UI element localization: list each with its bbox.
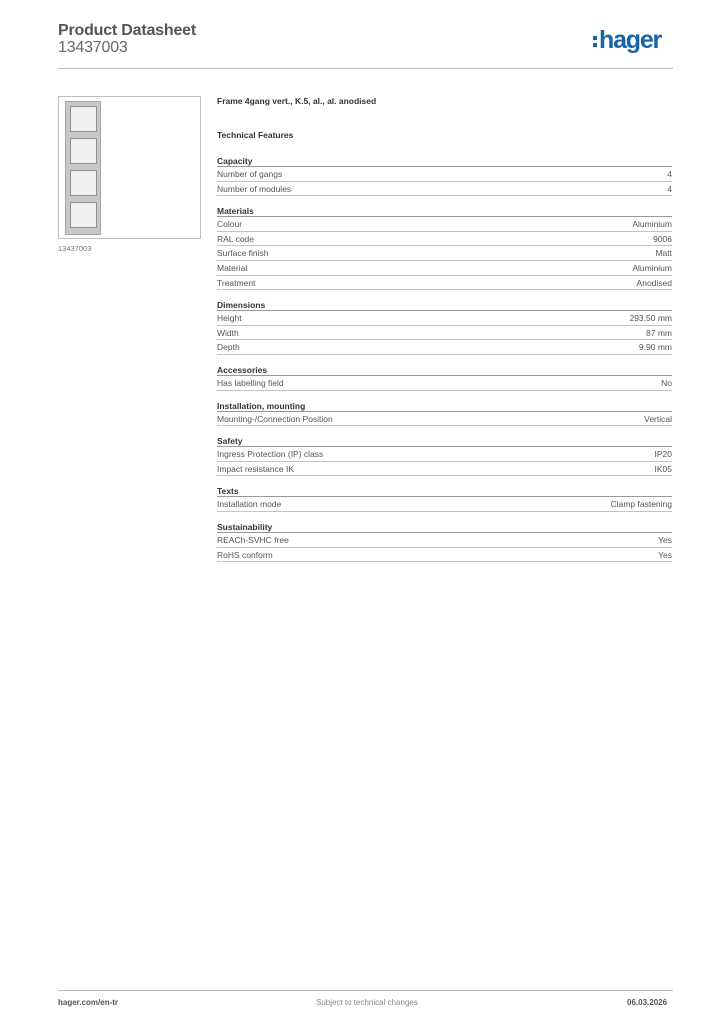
spec-row [217, 412, 672, 427]
spec-label: Colour [217, 219, 243, 230]
product-title: Frame 4gang vert., K.5, al., al. anodised [217, 96, 377, 106]
spec-row [217, 232, 672, 247]
spec-row [217, 497, 672, 512]
spec-row [217, 182, 672, 197]
logo-colon-mark [593, 36, 597, 47]
spec-row [217, 376, 672, 391]
spec-value: Aluminium [632, 262, 672, 273]
spec-value: 4 [667, 169, 672, 179]
header-divider [58, 68, 673, 69]
section-title: Dimensions [217, 299, 672, 311]
spec-section [217, 435, 672, 476]
spec-label: Number of gangs [217, 169, 283, 179]
footer-divider [58, 990, 673, 991]
spec-section [217, 364, 672, 391]
spec-value: 293.50 mm [629, 313, 672, 324]
spec-row [217, 276, 672, 291]
section-title: Safety [217, 435, 672, 447]
spec-row [217, 217, 672, 232]
section-title: Texts [217, 485, 672, 497]
spec-label: Height [217, 313, 242, 324]
section-title: Capacity [217, 155, 672, 167]
spec-value: IK05 [654, 463, 672, 474]
spec-label: Impact resistance IK [217, 463, 295, 474]
spec-row [217, 548, 672, 563]
spec-value: 4 [667, 183, 672, 194]
section-title: Installation, mounting [217, 400, 672, 412]
section-title: Sustainability [217, 521, 672, 533]
spec-row [217, 246, 672, 261]
spec-label: Ingress Protection (IP) class [217, 449, 324, 460]
spec-label: RoHS conform [217, 549, 273, 560]
spec-row [217, 462, 672, 477]
spec-label: Material [217, 262, 248, 273]
frame-window [70, 138, 97, 164]
spec-label: Width [217, 327, 239, 338]
spec-value: Yes [658, 534, 672, 545]
spec-row [217, 261, 672, 276]
spec-label: Has labelling field [217, 377, 284, 388]
spec-label: Treatment [217, 277, 256, 288]
spec-value: Clamp fastening [610, 499, 672, 510]
frame-window [70, 202, 97, 228]
spec-value: Vertical [644, 413, 672, 424]
frame-4gang-vertical-icon [65, 101, 101, 235]
spec-section [217, 299, 672, 355]
spec-value: No [661, 377, 672, 388]
page-title: Product Datasheet [58, 22, 196, 39]
spec-label: Mounting-/Connection Position [217, 413, 333, 424]
hager-logo [593, 27, 661, 57]
section-title: Materials [217, 205, 672, 217]
footer-website: hager.com/en-tr [58, 998, 119, 1007]
spec-row [217, 311, 672, 326]
footer-date: 06.03.2026 [627, 998, 668, 1007]
spec-label: Installation mode [217, 499, 282, 510]
spec-value: 87 mm [646, 327, 672, 338]
spec-value: IP20 [654, 449, 672, 460]
spec-label: REACh-SVHC free [217, 534, 289, 545]
spec-value: Aluminium [632, 219, 672, 230]
technical-features-table [217, 155, 672, 571]
spec-row [217, 167, 672, 182]
technical-features-heading: Technical Features [217, 130, 294, 140]
spec-label: Number of modules [217, 183, 292, 194]
spec-row [217, 533, 672, 548]
article-number: 13437003 [58, 39, 128, 56]
spec-row [217, 326, 672, 341]
spec-value: 9006 [653, 233, 672, 244]
spec-value: Yes [658, 549, 672, 560]
spec-row [217, 340, 672, 355]
spec-section [217, 155, 672, 196]
spec-label: RAL code [217, 233, 255, 244]
spec-label: Surface finish [217, 248, 269, 259]
spec-value: 9.90 mm [638, 342, 672, 353]
spec-section [217, 400, 672, 427]
frame-window [70, 106, 97, 132]
footer-notice: Subject to technical changes [316, 998, 418, 1007]
section-title: Accessories [217, 364, 672, 376]
image-caption: 13437003 [58, 244, 92, 253]
frame-window [70, 170, 97, 196]
spec-row [217, 447, 672, 462]
logo-text: hager [599, 26, 662, 54]
spec-label: Depth [217, 342, 240, 353]
spec-value: Anodised [636, 277, 672, 288]
spec-section [217, 521, 672, 562]
spec-value: Matt [655, 248, 672, 259]
spec-section [217, 205, 672, 290]
product-image [58, 96, 201, 239]
spec-section [217, 485, 672, 512]
